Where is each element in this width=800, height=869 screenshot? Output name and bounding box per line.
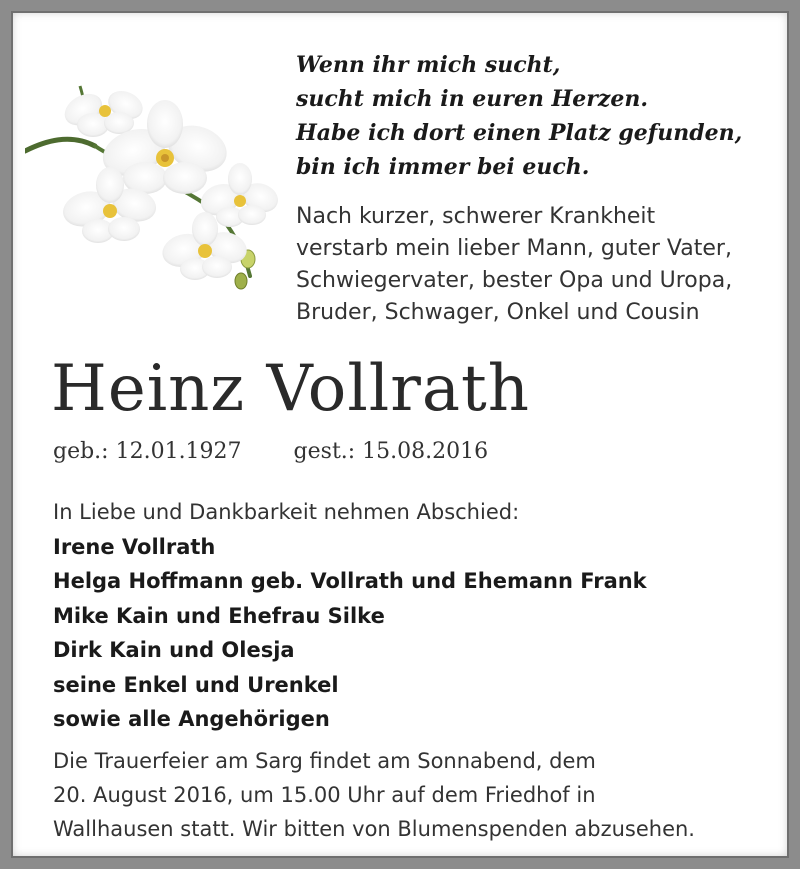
intro-line: verstarb mein lieber Mann, guter Vater, [296, 236, 732, 261]
death-date: gest.: 15.08.2016 [293, 439, 489, 464]
deceased-name: Heinz Vollrath [51, 352, 530, 426]
white-orchid-icon [25, 71, 285, 301]
mourner-name: Helga Hoffmann geb. Vollrath und Ehemann Frank [53, 569, 647, 593]
funeral-notice [53, 744, 788, 846]
notice-line: Wallhausen statt. Wir bitten von Blumenspenden abzusehen. [53, 817, 695, 841]
mourner-name: Dirk Kain und Olesja [53, 638, 295, 662]
mourners-list [53, 495, 783, 737]
mourners-lead: In Liebe und Dankbarkeit nehmen Abschied: [53, 500, 520, 524]
birth-date: geb.: 12.01.1927 [53, 439, 242, 464]
poem-line: bin ich immer bei euch. [296, 154, 590, 180]
poem-line: sucht mich in euren Herzen. [296, 86, 649, 112]
mourner-name: seine Enkel und Urenkel [53, 672, 339, 697]
intro-text [296, 201, 791, 329]
notice-line: 20. August 2016, um 15.00 Uhr auf dem Friedhof in [53, 783, 596, 807]
mourner-name: Mike Kain und Ehefrau Silke [53, 603, 385, 628]
life-dates [53, 437, 488, 467]
notice-line: Die Trauerfeier am Sarg findet am Sonnabend, dem [53, 749, 596, 773]
intro-line: Bruder, Schwager, Onkel und Cousin [296, 300, 700, 325]
mourner-name: Irene Vollrath [53, 534, 216, 559]
mourner-name: sowie alle Angehörigen [53, 707, 330, 731]
poem-line: Wenn ihr mich sucht, [296, 52, 561, 78]
poem-line: Habe ich dort einen Platz gefunden, [296, 120, 743, 146]
intro-line: Nach kurzer, schwerer Krankheit [296, 204, 656, 229]
intro-line: Schwiegervater, bester Opa und Uropa, [296, 268, 733, 293]
poem-verse [296, 48, 786, 184]
